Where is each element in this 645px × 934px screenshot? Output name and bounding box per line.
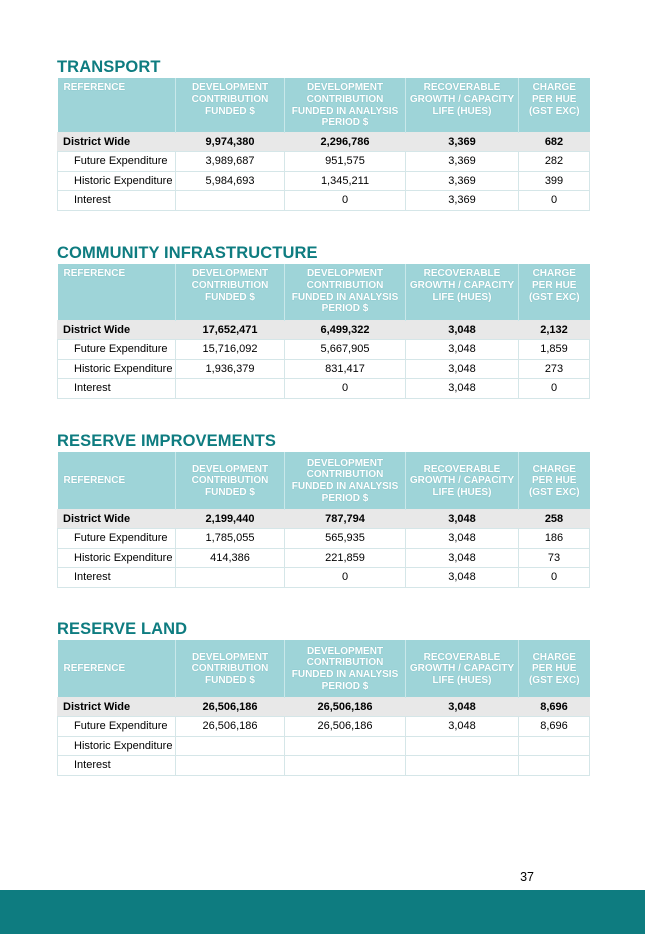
page-number: 37 <box>520 870 534 884</box>
cell-dev-funded: 26,506,186 <box>176 717 285 737</box>
cell-growth: 3,048 <box>406 340 519 360</box>
cell-growth: 3,048 <box>406 697 519 717</box>
cell-dev-analysis: 2,296,786 <box>285 132 406 152</box>
section-title: RESERVE LAND <box>57 620 188 638</box>
cell-dev-analysis: 1,345,211 <box>285 171 406 191</box>
header-dev-analysis: DEVELOPMENT CONTRIBUTION FUNDED IN ANALYSIS PERIOD $ <box>285 78 406 132</box>
table-row <box>58 152 590 172</box>
header-dev-funded: DEVELOPMENT CONTRIBUTION FUNDED $ <box>176 264 285 320</box>
cell-charge: 282 <box>519 152 590 172</box>
cell-reference: District Wide <box>58 132 176 152</box>
cell-charge: 73 <box>519 548 590 568</box>
cell-reference: Historic Expenditure <box>58 548 176 568</box>
cell-dev-analysis: 5,667,905 <box>285 340 406 360</box>
cell-dev-funded <box>176 568 285 588</box>
cell-reference: Historic Expenditure <box>58 359 176 379</box>
cell-reference: Interest <box>58 756 176 776</box>
table-header-row <box>58 78 590 132</box>
header-dev-funded: DEVELOPMENT CONTRIBUTION FUNDED $ <box>176 78 285 132</box>
section-reserve-improvements <box>57 430 589 588</box>
cell-charge: 0 <box>519 568 590 588</box>
cell-reference: Future Expenditure <box>58 340 176 360</box>
cell-dev-funded <box>176 736 285 756</box>
header-reference: REFERENCE <box>58 452 176 509</box>
cell-reference: Interest <box>58 379 176 399</box>
table-header-row <box>58 640 590 697</box>
cell-dev-analysis: 787,794 <box>285 509 406 529</box>
cell-charge: 258 <box>519 509 590 529</box>
cell-charge: 0 <box>519 191 590 211</box>
cell-dev-analysis: 26,506,186 <box>285 697 406 717</box>
header-growth: RECOVERABLE GROWTH / CAPACITY LIFE (HUES) <box>406 264 519 320</box>
table-row <box>58 736 590 756</box>
cell-dev-funded: 414,386 <box>176 548 285 568</box>
cell-dev-analysis: 565,935 <box>285 529 406 549</box>
cell-reference: Future Expenditure <box>58 152 176 172</box>
cell-charge: 1,859 <box>519 340 590 360</box>
cell-reference: District Wide <box>58 697 176 717</box>
header-dev-analysis: DEVELOPMENT CONTRIBUTION FUNDED IN ANALYSIS PERIOD $ <box>285 264 406 320</box>
cell-growth: 3,048 <box>406 320 519 340</box>
cell-charge <box>519 756 590 776</box>
cell-charge: 8,696 <box>519 717 590 737</box>
cell-reference: Historic Expenditure <box>58 736 176 756</box>
header-dev-funded: DEVELOPMENT CONTRIBUTION FUNDED $ <box>176 452 285 509</box>
table-row <box>58 548 590 568</box>
cell-dev-funded <box>176 756 285 776</box>
cell-reference: Historic Expenditure <box>58 171 176 191</box>
cell-growth: 3,048 <box>406 717 519 737</box>
table-row <box>58 359 590 379</box>
cell-dev-analysis <box>285 756 406 776</box>
cell-dev-funded: 3,989,687 <box>176 152 285 172</box>
section-community-infrastructure <box>57 242 589 399</box>
header-growth: RECOVERABLE GROWTH / CAPACITY LIFE (HUES) <box>406 78 519 132</box>
cell-dev-analysis: 221,859 <box>285 548 406 568</box>
cell-growth <box>406 736 519 756</box>
cell-dev-analysis <box>285 736 406 756</box>
header-reference: REFERENCE <box>58 640 176 697</box>
cell-charge <box>519 736 590 756</box>
header-dev-analysis: DEVELOPMENT CONTRIBUTION FUNDED IN ANALYSIS PERIOD $ <box>285 452 406 509</box>
table-row-district-wide <box>58 697 590 717</box>
cell-reference: Future Expenditure <box>58 529 176 549</box>
section-title: RESERVE IMPROVEMENTS <box>57 432 276 450</box>
cell-growth: 3,048 <box>406 529 519 549</box>
cell-reference: Interest <box>58 568 176 588</box>
cell-dev-funded <box>176 379 285 399</box>
section-title: TRANSPORT <box>57 58 161 76</box>
cell-charge: 682 <box>519 132 590 152</box>
header-dev-funded: DEVELOPMENT CONTRIBUTION FUNDED $ <box>176 640 285 697</box>
cell-dev-analysis: 6,499,322 <box>285 320 406 340</box>
header-reference: REFERENCE <box>58 78 176 132</box>
cell-charge: 2,132 <box>519 320 590 340</box>
reserve-land-table <box>57 640 590 776</box>
cell-reference: Future Expenditure <box>58 717 176 737</box>
table-row <box>58 171 590 191</box>
cell-charge: 8,696 <box>519 697 590 717</box>
header-charge: CHARGE PER HUE (GST EXC) <box>519 452 590 509</box>
cell-dev-funded: 17,652,471 <box>176 320 285 340</box>
reserve-improvements-table <box>57 452 590 588</box>
cell-growth: 3,369 <box>406 171 519 191</box>
header-charge: CHARGE PER HUE (GST EXC) <box>519 264 590 320</box>
table-row <box>58 340 590 360</box>
cell-dev-funded: 26,506,186 <box>176 697 285 717</box>
table-row-district-wide <box>58 320 590 340</box>
cell-dev-analysis: 26,506,186 <box>285 717 406 737</box>
cell-growth <box>406 756 519 776</box>
cell-reference: Interest <box>58 191 176 211</box>
cell-charge: 399 <box>519 171 590 191</box>
cell-dev-analysis: 0 <box>285 568 406 588</box>
table-row <box>58 379 590 399</box>
table-row <box>58 756 590 776</box>
cell-dev-funded: 9,974,380 <box>176 132 285 152</box>
cell-growth: 3,048 <box>406 379 519 399</box>
cell-reference: District Wide <box>58 509 176 529</box>
header-growth: RECOVERABLE GROWTH / CAPACITY LIFE (HUES) <box>406 452 519 509</box>
cell-dev-funded <box>176 191 285 211</box>
cell-dev-funded: 1,936,379 <box>176 359 285 379</box>
section-reserve-land <box>57 618 589 776</box>
header-dev-analysis: DEVELOPMENT CONTRIBUTION FUNDED IN ANALYSIS PERIOD $ <box>285 640 406 697</box>
footer-band <box>0 890 645 934</box>
cell-dev-funded: 1,785,055 <box>176 529 285 549</box>
section-title: COMMUNITY INFRASTRUCTURE <box>57 244 318 262</box>
table-header-row <box>58 264 590 320</box>
table-row-district-wide <box>58 132 590 152</box>
header-charge: CHARGE PER HUE (GST EXC) <box>519 78 590 132</box>
cell-dev-analysis: 0 <box>285 191 406 211</box>
section-transport <box>57 56 589 211</box>
table-header-row <box>58 452 590 509</box>
table-row <box>58 529 590 549</box>
cell-growth: 3,048 <box>406 568 519 588</box>
cell-growth: 3,048 <box>406 359 519 379</box>
table-row-district-wide <box>58 509 590 529</box>
cell-dev-analysis: 951,575 <box>285 152 406 172</box>
cell-growth: 3,369 <box>406 191 519 211</box>
community-infrastructure-table <box>57 264 590 399</box>
cell-dev-funded: 15,716,092 <box>176 340 285 360</box>
table-row <box>58 568 590 588</box>
cell-dev-funded: 2,199,440 <box>176 509 285 529</box>
cell-charge: 273 <box>519 359 590 379</box>
cell-charge: 186 <box>519 529 590 549</box>
cell-growth: 3,369 <box>406 132 519 152</box>
header-reference: REFERENCE <box>58 264 176 320</box>
cell-charge: 0 <box>519 379 590 399</box>
cell-dev-funded: 5,984,693 <box>176 171 285 191</box>
header-charge: CHARGE PER HUE (GST EXC) <box>519 640 590 697</box>
cell-growth: 3,369 <box>406 152 519 172</box>
cell-dev-analysis: 831,417 <box>285 359 406 379</box>
transport-table <box>57 78 590 211</box>
cell-dev-analysis: 0 <box>285 379 406 399</box>
table-row <box>58 191 590 211</box>
cell-reference: District Wide <box>58 320 176 340</box>
header-growth: RECOVERABLE GROWTH / CAPACITY LIFE (HUES) <box>406 640 519 697</box>
cell-growth: 3,048 <box>406 548 519 568</box>
table-row <box>58 717 590 737</box>
cell-growth: 3,048 <box>406 509 519 529</box>
